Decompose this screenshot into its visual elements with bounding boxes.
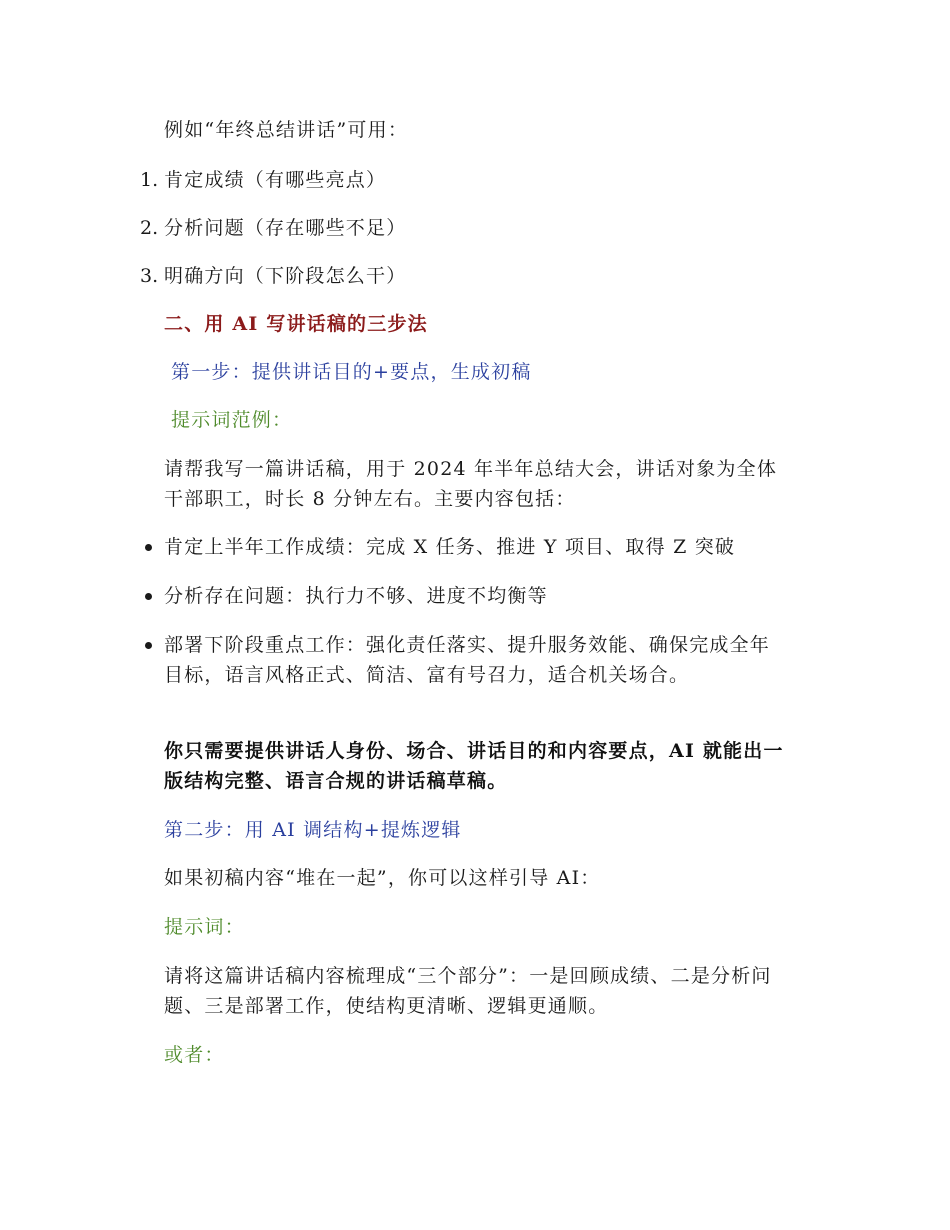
step2-title: 第二步：用 AI 调结构+提炼逻辑 — [164, 819, 462, 841]
outline-number-1: 1. — [140, 169, 159, 191]
step2-or-label: 或者： — [164, 1044, 225, 1066]
section-heading: 二、用 AI 写讲话稿的三步法 — [164, 313, 428, 335]
outline-item-3: 明确方向（下阶段怎么干） — [164, 265, 407, 287]
step2-prompt-label: 提示词： — [164, 916, 245, 938]
step1-prompt-text: 请帮我写一篇讲话稿，用于 2024 年半年总结大会，讲话对象为全体干部职工，时长 8 分钟左右。主要内容包括： — [164, 458, 778, 510]
bullet-dot-icon — [145, 544, 152, 551]
step1-bullet-1: 肯定上半年工作成绩：完成 X 任务、推进 Y 项目、取得 Z 突破 — [164, 536, 736, 558]
intro-text: 例如“年终总结讲话”可用： — [164, 119, 409, 141]
step1-bullet-3: 部署下阶段重点工作：强化责任落实、提升服务效能、确保完成全年目标，语言风格正式、简洁、富有号召力，适合机关场合。 — [164, 634, 771, 686]
step2-intro: 如果初稿内容“堆在一起”，你可以这样引导 AI： — [164, 867, 601, 889]
outline-item-1: 肯定成绩（有哪些亮点） — [164, 169, 387, 191]
step1-bullet-2: 分析存在问题：执行力不够、进度不均衡等 — [164, 585, 548, 607]
outline-number-2: 2. — [140, 217, 159, 239]
step1-prompt-label: 提示词范例： — [171, 409, 293, 431]
step2-prompt-text: 请将这篇讲话稿内容梳理成“三个部分”：一是回顾成绩、二是分析问题、三是部署工作，使结构更清晰、逻辑更通顺。 — [164, 965, 772, 1017]
bullet-dot-icon — [145, 642, 152, 649]
bullet-dot-icon — [145, 593, 152, 600]
step1-summary: 你只需要提供讲话人身份、场合、讲话目的和内容要点，AI 就能出一版结构完整、语言合规的讲话稿草稿。 — [164, 740, 784, 792]
step1-title: 第一步：提供讲话目的+要点，生成初稿 — [171, 361, 532, 383]
outline-number-3: 3. — [140, 265, 159, 287]
outline-item-2: 分析问题（存在哪些不足） — [164, 217, 407, 239]
